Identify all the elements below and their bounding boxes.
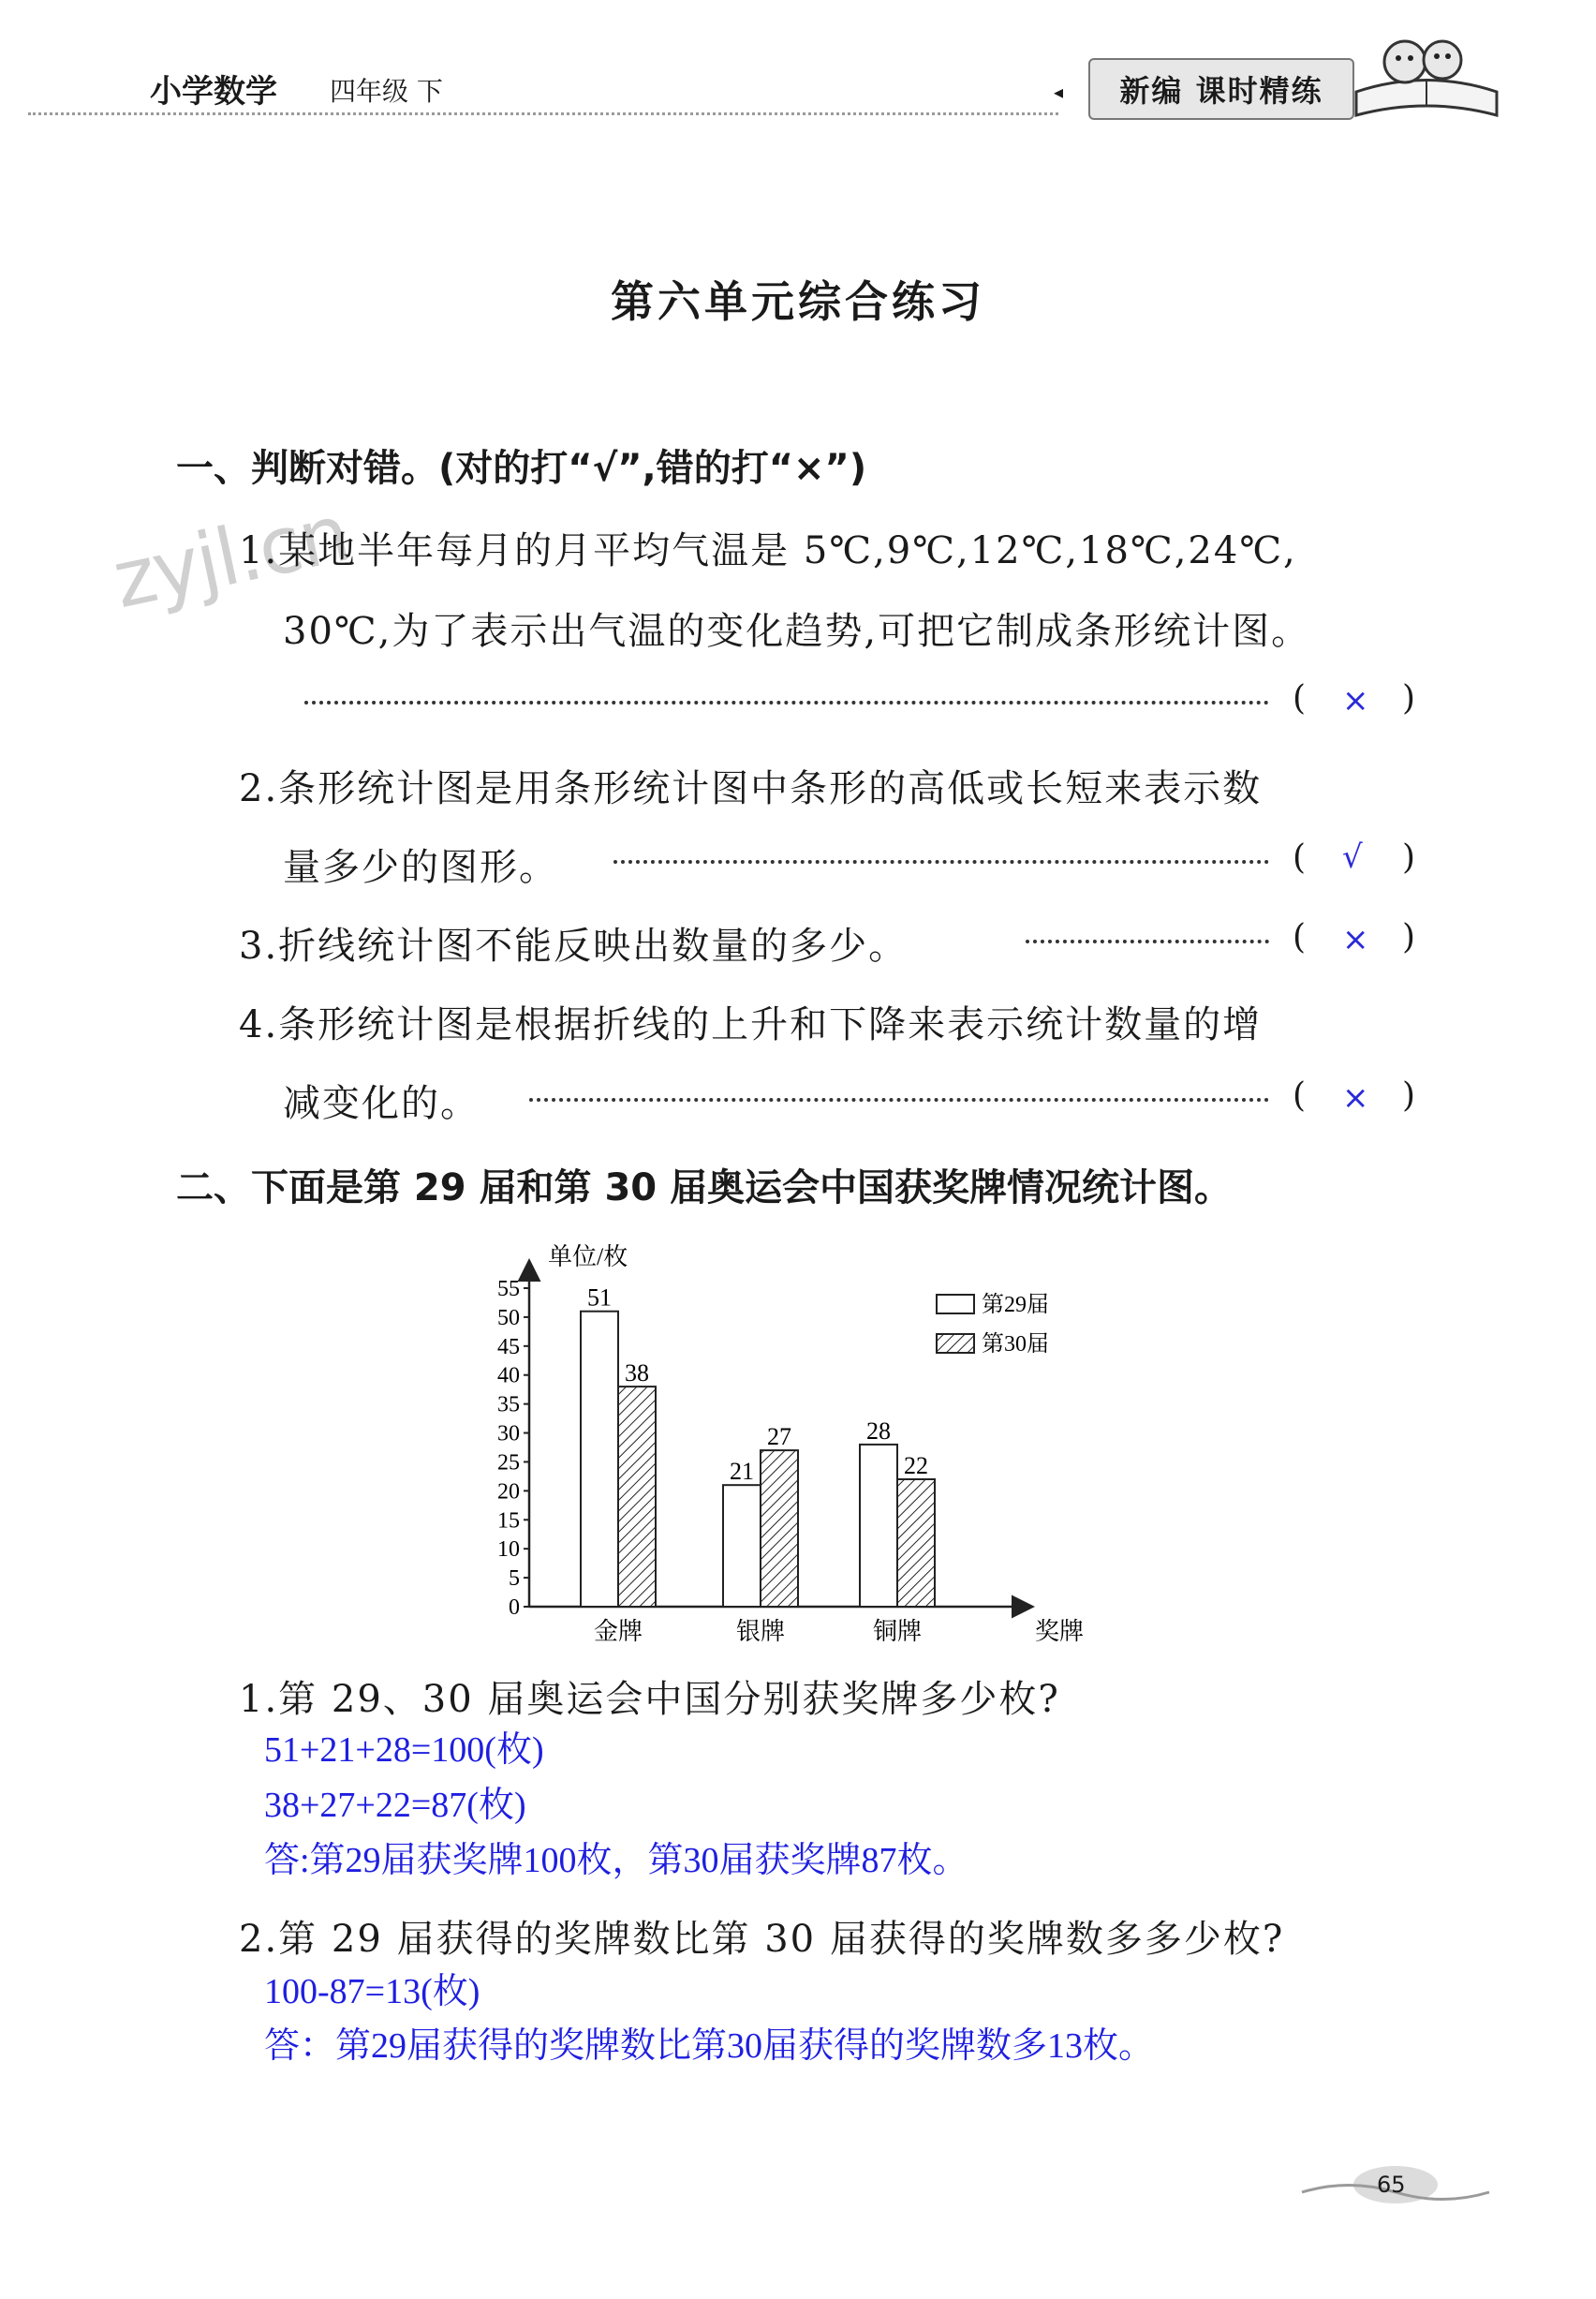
answer-bracket: ) [1402,1076,1416,1115]
answer-line: 答：第29届获得的奖牌数比第30届获得的奖牌数多13枚。 [264,2026,1155,2066]
y-tick-label: 40 [497,1363,520,1388]
y-tick-label: 25 [497,1450,520,1476]
x-axis-label: 奖牌 [1035,1618,1085,1645]
answer-line: 51+21+28=100(枚) [264,1730,544,1770]
bar-data-label: 38 [625,1359,649,1387]
answer-bracket: ) [1402,838,1416,877]
answer-bracket: ) [1402,918,1416,957]
bar-data-label: 28 [866,1416,891,1445]
dotted-leader [304,701,1269,705]
answer-bracket: ( [1293,838,1307,877]
page-number: 65 [1377,2172,1406,2198]
question4-line1: 4.条形统计图是根据折线的上升和下降来表示统计数量的增 [239,1003,1263,1046]
bar-series30-0 [618,1387,656,1607]
x-tick-label: 铜牌 [872,1618,923,1645]
answer-mark: × [1342,682,1369,719]
header-series-badge: 新编 课时精练 [1088,58,1354,120]
y-tick-label: 45 [497,1334,520,1359]
answer-mark: √ [1342,838,1363,876]
bar-data-label: 51 [587,1283,612,1312]
bar-series30-1 [761,1450,798,1607]
legend-label: 第29届 [982,1293,1049,1317]
y-tick-label: 15 [497,1508,520,1534]
y-tick-label: 20 [497,1479,520,1505]
bar-series30-2 [897,1479,935,1607]
answer-line: 100-87=13(枚) [264,1972,480,2011]
answer-mark: × [1342,921,1369,958]
answer-line: 38+27+22=87(枚) [264,1786,526,1825]
y-tick-label: 0 [509,1595,520,1620]
legend-swatch [937,1295,974,1313]
answer-mark: × [1342,1079,1369,1117]
question2-line1: 2.条形统计图是用条形统计图中条形的高低或长短来表示数 [239,767,1263,810]
header-grade: 四年级 下 [330,76,443,107]
y-tick-label: 55 [497,1277,520,1301]
header-book-title: 小学数学 [150,73,277,111]
answer-bracket: ( [1293,1076,1307,1115]
answer-line: 答:第29届获奖牌100枚，第30届获奖牌87枚。 [264,1841,968,1880]
question-1: 1.第 29、30 届奥运会中国分别获奖牌多少枚? [239,1678,1060,1721]
bar-series29-1 [723,1485,761,1607]
section1-heading: 一、判断对错。(对的打“√”,错的打“×”) [176,447,867,490]
medal-bar-chart [468,1237,1124,1649]
left-triangle-icon: ◂ [1054,81,1064,103]
bar-series29-0 [581,1312,618,1607]
legend-swatch [937,1334,974,1353]
dotted-leader [613,860,1269,864]
dotted-leader [529,1098,1269,1102]
answer-bracket: ) [1402,679,1416,718]
y-tick-label: 5 [509,1566,520,1592]
y-axis-label: 单位/枚 [548,1243,628,1270]
question1-line2: 30℃,为了表示出气温的变化趋势,可把它制成条形统计图。 [283,610,1311,653]
dotted-leader [1026,940,1269,943]
bar-data-label: 27 [767,1423,791,1451]
question2-line2: 量多少的图形。 [283,846,558,889]
question3-line1: 3.折线统计图不能反映出数量的多少。 [239,925,909,968]
question4-line2: 减变化的。 [283,1082,480,1125]
question1-line1: 1.某地半年每月的月平均气温是 5℃,9℃,12℃,18℃,24℃, [239,529,1297,572]
y-tick-label: 35 [497,1392,520,1417]
bar-data-label: 21 [730,1458,754,1486]
answer-bracket: ( [1293,679,1307,718]
legend-label: 第30届 [982,1332,1049,1357]
y-tick-label: 50 [497,1305,520,1330]
header-divider [28,112,1058,115]
book-mascot-icon [1347,26,1506,125]
bar-data-label: 22 [904,1452,928,1479]
question-2: 2.第 29 届获得的奖牌数比第 30 届获得的奖牌数多多少枚? [239,1918,1285,1961]
section2-heading: 二、下面是第 29 届和第 30 届奥运会中国获奖牌情况统计图。 [176,1166,1233,1209]
answer-bracket: ( [1293,918,1307,957]
page-title: 第六单元综合练习 [611,276,985,327]
y-tick-label: 30 [497,1421,520,1446]
bar-series29-2 [860,1445,897,1607]
y-tick-label: 10 [497,1537,520,1563]
x-tick-label: 银牌 [735,1618,786,1645]
watermark: zyjl.cn [105,486,357,627]
x-tick-label: 金牌 [593,1618,643,1645]
